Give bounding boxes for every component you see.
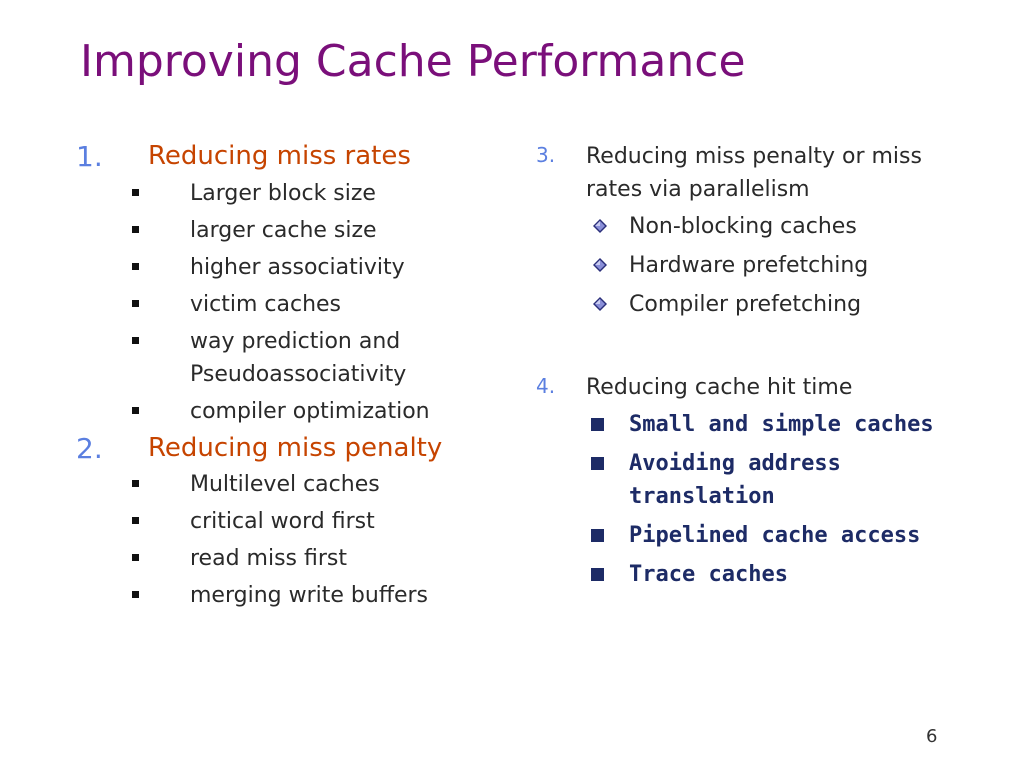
section-number: 3. [536,143,556,167]
list-item [76,214,516,247]
list-item [536,210,976,243]
list-item [76,251,516,284]
list-item-text: Compiler prefetching [629,292,862,317]
list-item-text: read miss first [190,546,347,571]
square-bullet-icon [132,407,139,414]
square-bullet-icon [591,568,604,581]
list-item-text: larger cache size [190,217,377,243]
square-bullet-icon [132,591,139,598]
square-bullet-icon [591,457,604,470]
list-item [536,288,976,321]
section-1 [76,140,516,428]
list-item-text: Trace caches [629,562,788,587]
square-bullet-icon [132,517,139,524]
list-item [76,468,516,501]
square-bullet-icon [591,529,604,542]
square-bullet-icon [132,480,139,487]
list-item-text: critical word first [190,509,375,534]
square-bullet-icon [132,300,139,307]
section-2-list [76,468,516,612]
list-item-text: higher associativity [190,254,405,280]
list-item-text: Avoiding address translation [629,451,841,509]
list-item [76,542,516,575]
list-item [76,177,516,210]
list-item-text: Larger block size [190,180,376,206]
square-bullet-icon [132,226,139,233]
square-bullet-icon [132,189,139,196]
list-item-text: Non-blocking caches [629,214,857,239]
list-item-text: Hardware prefetching [629,253,869,278]
right-column [536,140,976,597]
list-item [536,408,976,441]
diamond-bullet-icon [593,258,607,272]
list-item [76,505,516,538]
slide-title: Improving Cache Performance [80,36,746,87]
left-column [76,140,516,616]
list-item [536,249,976,282]
square-bullet-icon [132,337,139,344]
square-bullet-icon [132,554,139,561]
list-item [76,395,516,428]
square-bullet-icon [591,418,604,431]
list-item [536,519,976,552]
section-title: Reducing miss penalty or miss rates via parallelism [586,144,922,202]
list-item [536,558,976,591]
list-item-text: merging write buffers [190,583,429,608]
list-item-text: Pipelined cache access [629,523,921,548]
section-3 [536,140,976,321]
diamond-bullet-icon [593,297,607,311]
section-title: Reducing miss penalty [148,432,443,463]
page-number: 6 [926,726,938,747]
section-3-list [536,210,976,321]
list-item-text: compiler optimization [190,398,430,424]
list-item [76,288,516,321]
section-number: 2. [76,431,103,465]
section-2 [76,432,516,613]
section-number: 4. [536,374,556,398]
section-4 [536,371,976,591]
list-item-text: Multilevel caches [190,472,380,497]
section-title: Reducing cache hit time [586,375,853,400]
square-bullet-icon [132,263,139,270]
list-item [76,579,516,612]
list-item-text: victim caches [190,291,342,317]
section-1-list [76,177,516,428]
list-item [76,325,516,391]
list-item [536,447,976,513]
section-number: 1. [76,140,103,173]
spacer [536,327,976,371]
section-4-list [536,408,976,591]
diamond-bullet-icon [593,219,607,233]
section-title: Reducing miss rates [148,141,411,171]
list-item-text: way prediction and Pseudoassociativity [190,328,407,387]
list-item-text: Small and simple caches [629,412,934,437]
